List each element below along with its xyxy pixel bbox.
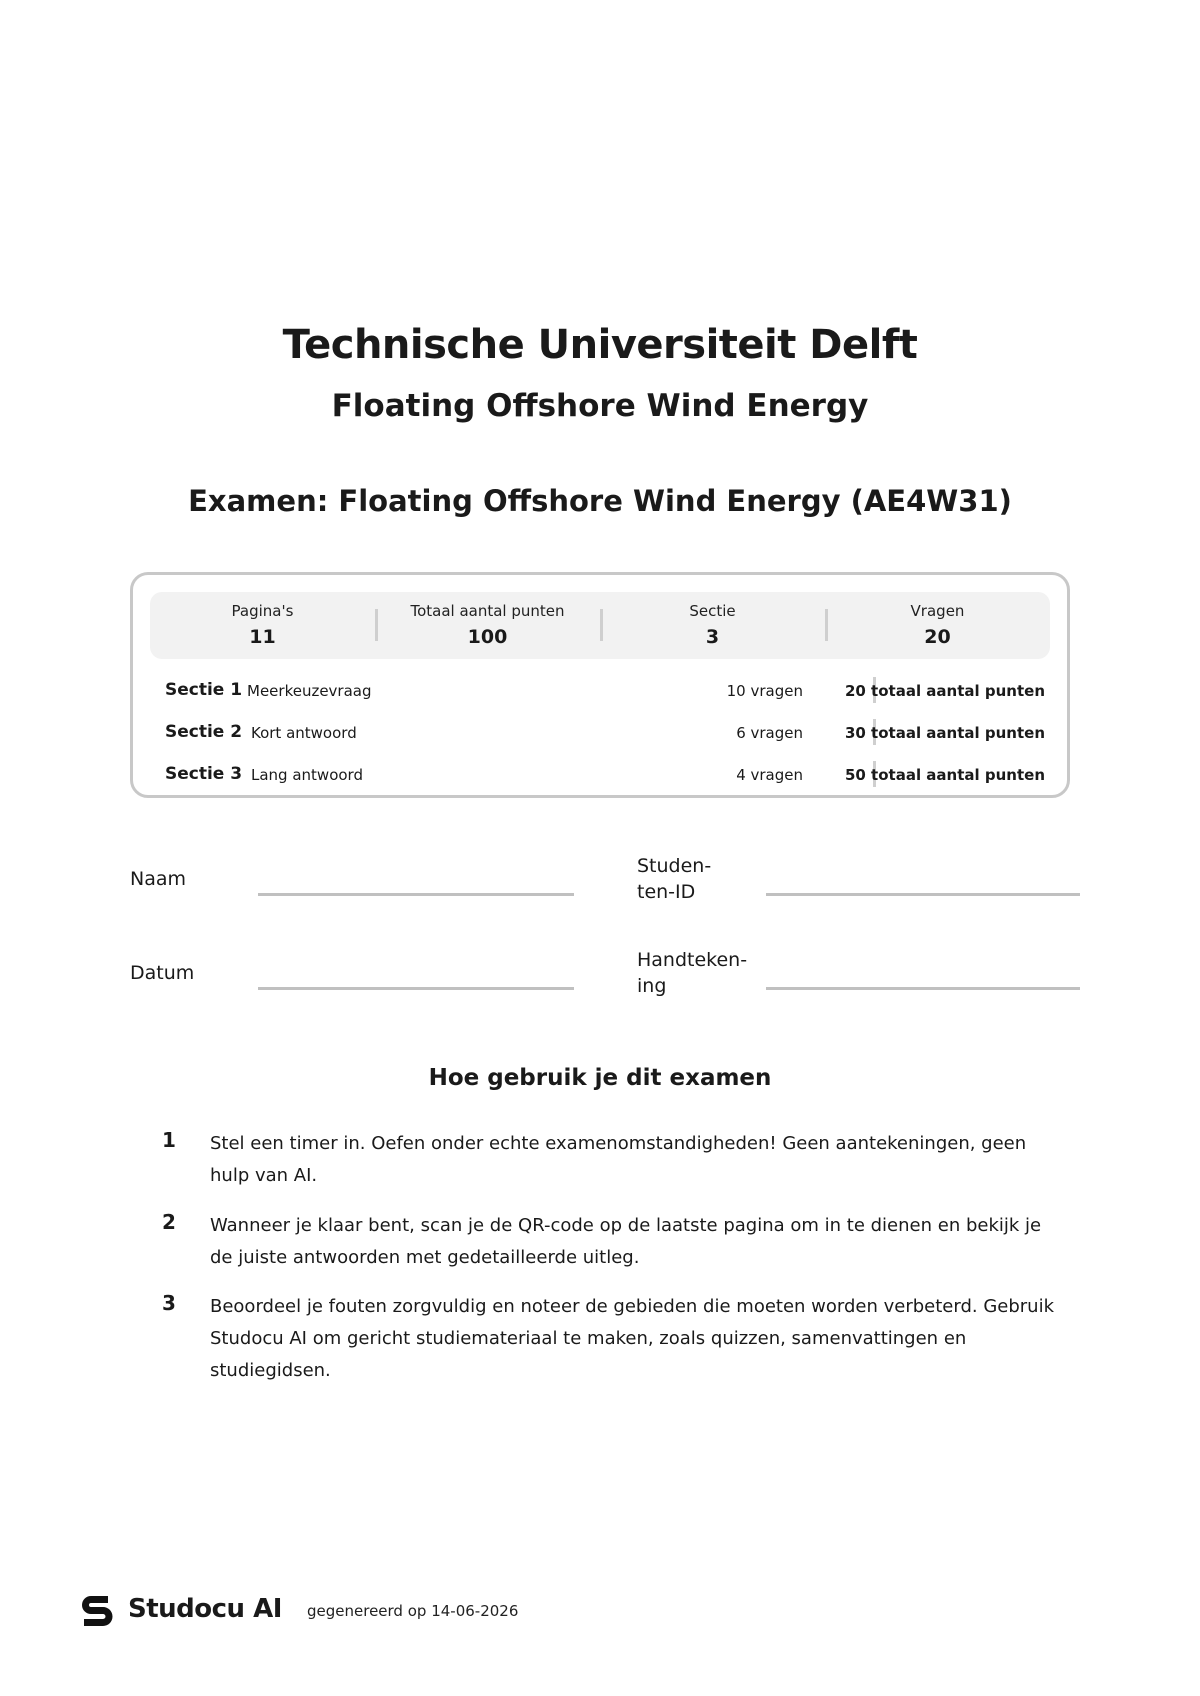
stat-total-points: [375, 592, 600, 659]
generated-date: gegenereerd op 14-06-2026: [307, 1602, 519, 1620]
step-number: 2: [162, 1210, 176, 1234]
section-points: 20 totaal aantal punten: [844, 682, 1045, 700]
section-question-count: 4 vragen: [736, 766, 803, 784]
section-type: Meerkeuzevraag: [247, 682, 372, 700]
section-points: 30 totaal aantal punten: [844, 724, 1045, 742]
step-text: Wanneer je klaar bent, scan je de QR-code op de laatste pagina om in te dienen en bekijk je de juiste antwoorden met gedetailleerde uitleg.: [210, 1215, 1042, 1268]
signature-label: [637, 947, 747, 999]
stat-value: 20: [924, 626, 951, 648]
name-label: Naam: [130, 868, 187, 890]
signature-label-line-2: ing: [637, 975, 667, 997]
student-id-label-line-2: ten-ID: [637, 881, 696, 903]
section-row-1: [165, 677, 1045, 707]
exam-summary-box: [130, 572, 1070, 798]
step-text: Beoordeel je fouten zorgvuldig en noteer de gebieden die moeten worden verbeterd. Gebruik Studocu AI om gericht studiemateriaal te maken, zoals quizzen, samenvattingen en studiegidsen.: [210, 1296, 1055, 1381]
section-question-count: 10 vragen: [726, 682, 803, 700]
stat-questions: [825, 592, 1050, 659]
university-title: Technische Universiteit Delft: [282, 322, 918, 368]
brand-name: Studocu AI: [128, 1594, 282, 1624]
stat-value: 100: [467, 626, 508, 648]
step-number: 1: [162, 1128, 176, 1152]
student-id-label-line-1: Studen-: [637, 855, 712, 877]
step-number: 3: [162, 1291, 176, 1315]
signature-label-line-1: Handteken-: [637, 949, 748, 971]
stat-sections: [600, 592, 825, 659]
student-id-input-line[interactable]: [766, 893, 1080, 896]
stat-label: Vragen: [910, 602, 965, 620]
section-points: 50 totaal aantal punten: [844, 766, 1045, 784]
course-title: Floating Offshore Wind Energy: [331, 388, 869, 424]
section-question-count: 6 vragen: [736, 724, 803, 742]
name-input-line[interactable]: [258, 893, 574, 896]
instructions-title: Hoe gebruik je dit examen: [428, 1065, 772, 1091]
date-input-line[interactable]: [258, 987, 574, 990]
section-row-2: [165, 719, 1045, 749]
stat-label: Totaal aantal punten: [410, 602, 565, 620]
section-name: Sectie 2: [165, 722, 243, 742]
stat-label: Pagina's: [231, 602, 294, 620]
stat-value: 11: [249, 626, 276, 648]
step-text: Stel een timer in. Oefen onder echte examenomstandigheden! Geen aantekeningen, geen hulp van AI.: [210, 1133, 1027, 1186]
studocu-logo-icon: [78, 1591, 116, 1629]
section-type: Lang antwoord: [251, 766, 363, 784]
section-name: Sectie 1: [165, 680, 243, 700]
section-row-3: [165, 761, 1045, 791]
exam-title: Examen: Floating Offshore Wind Energy (AE4W31): [188, 484, 1012, 518]
stat-label: Sectie: [689, 602, 736, 620]
stat-pages: [150, 592, 375, 659]
stats-bar: [150, 592, 1050, 659]
section-type: Kort antwoord: [251, 724, 357, 742]
student-id-label: [637, 853, 711, 905]
stat-value: 3: [705, 626, 720, 648]
signature-input-line[interactable]: [766, 987, 1080, 990]
section-name: Sectie 3: [165, 764, 243, 784]
date-label: Datum: [130, 962, 195, 984]
